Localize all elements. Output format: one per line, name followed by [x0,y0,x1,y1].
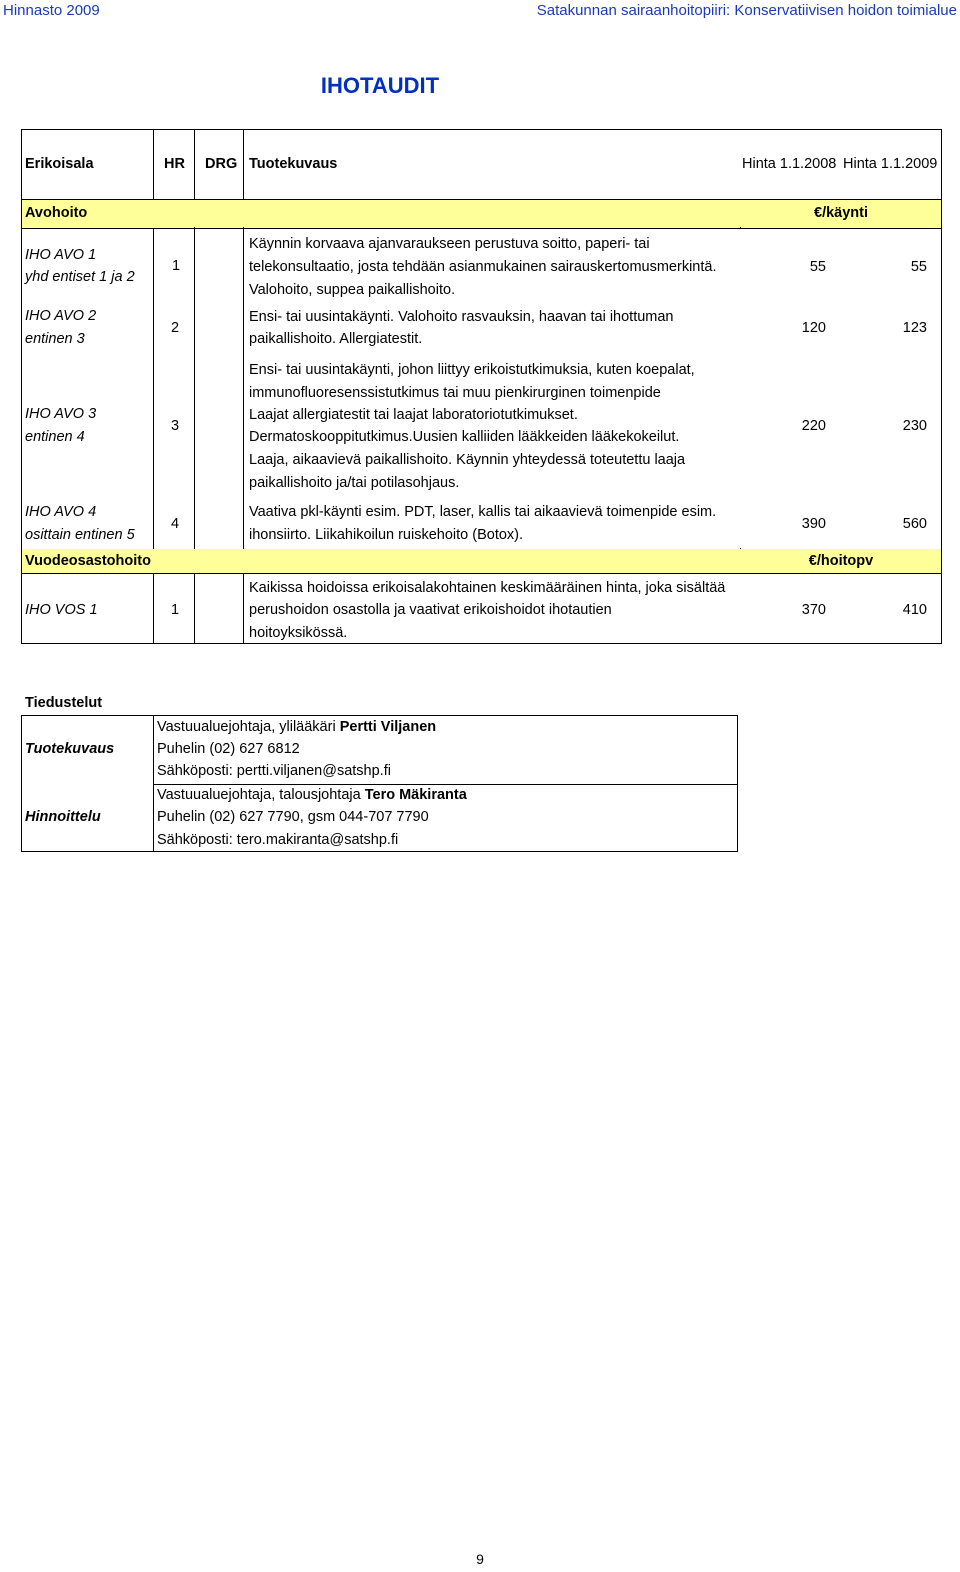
row-price-2009: 560 [902,516,927,532]
row-name-note: yhd entiset 1 ja 2 [25,269,135,285]
row-price-2009: 410 [902,602,927,618]
row-name: IHO VOS 1 [25,602,98,618]
row-desc-line: hoitoyksikössä. [249,625,348,641]
section-divider [21,228,942,229]
contact-role-line [157,716,436,738]
contact-label-tuotekuvaus: Tuotekuvaus [25,741,115,757]
row-desc-line: perushoidon osastolla ja vaativat erikoishoidot ihotautien [249,602,612,618]
row-desc-line: Dermatoskooppitutkimus.Uusien kalliiden lääkkeiden lääkekokeilut. [249,429,680,445]
row-desc-line: Laajat allergiatestit tai laajat laboratoriotutkimukset. [249,407,578,423]
column-header-erikoisala: Erikoisala [25,156,94,172]
row-name-note: entinen 3 [25,331,85,347]
unit-label-hoitopv: €/hoitopv [808,553,874,569]
row-desc-line: Laaja, aikaavievä paikallishoito. Käynnin yhteydessä toteutettu laaja [249,452,686,468]
contact-person: Tero Mäkiranta [364,787,467,803]
column-divider [153,228,154,573]
row-name: IHO AVO 2 [25,308,97,324]
row-price-2009: 123 [902,320,927,336]
row-desc-line: paikallishoito ja/tai potilasohjaus. [249,475,460,491]
row-hr: 3 [171,418,180,434]
row-desc-line: Valohoito, suppea paikallishoito. [249,282,456,298]
row-desc-line: paikallishoito. Allergiatestit. [249,331,423,347]
row-desc-line: immunofluoresenssistutkimus tai muu pienkirurginen toimenpide [249,385,661,401]
column-divider [153,129,154,199]
page-number: 9 [476,1551,484,1567]
column-header-hr: HR [164,156,185,172]
contact-phone: Puhelin (02) 627 7790, gsm 044-707 7790 [157,809,429,825]
column-header-hinta-2009: Hinta 1.1.2009 [843,156,938,172]
column-header-drg: DRG [205,156,238,172]
document-header-left: Hinnasto 2009 [3,2,100,19]
row-desc-line: Ensi- tai uusintakäynti, johon liittyy erikoistutkimuksia, kuten koepalat, [249,362,695,378]
row-name: IHO AVO 3 [25,406,97,422]
row-name-note: entinen 4 [25,429,85,445]
row-price-2008: 120 [801,320,826,336]
row-price-2008: 390 [801,516,826,532]
contact-role: Vastuualuejohtaja, ylilääkäri [157,719,340,735]
row-desc-line: Kaikissa hoidoissa erikoisalakohtainen keskimääräinen hinta, joka sisältää [249,580,726,596]
row-name: IHO AVO 1 [25,247,97,263]
row-hr: 4 [171,516,180,532]
column-divider [153,573,154,644]
contact-phone: Puhelin (02) 627 6812 [157,741,300,757]
row-price-2008: 370 [801,602,826,618]
section-label-vuodeosasto: Vuodeosastohoito [25,553,151,569]
row-price-2009: 230 [902,418,927,434]
row-price-2009: 55 [910,259,927,275]
unit-label-kaynti: €/käynti [814,205,868,221]
contact-label-hinnoittelu: Hinnoittelu [25,809,101,825]
row-desc-line: ihonsiirto. Liikahikoilun ruiskehoito (Botox). [249,527,524,543]
column-header-hinta-2008: Hinta 1.1.2008 [742,156,837,172]
contacts-heading: Tiedustelut [25,695,103,711]
row-price-2008: 220 [801,418,826,434]
row-desc-line: Ensi- tai uusintakäynti. Valohoito rasvauksin, haavan tai ihottuman [249,309,674,325]
row-desc-line: Käynnin korvaava ajanvaraukseen perustuva soitto, paperi- tai [249,236,650,252]
contact-role-line [157,784,467,806]
contact-email[interactable]: Sähköposti: pertti.viljanen@satshp.fi [157,763,391,779]
row-desc-line: telekonsultaatio, josta tehdään asianmukainen sairauskertomusmerkintä. [249,259,717,275]
row-desc-line: Vaativa pkl-käynti esim. PDT, laser, kallis tai aikaavievä toimenpide esim. [249,504,717,520]
row-name: IHO AVO 4 [25,504,97,520]
contact-role: Vastuualuejohtaja, talousjohtaja [157,787,365,803]
contact-email[interactable]: Sähköposti: tero.makiranta@satshp.fi [157,832,399,848]
row-hr: 1 [172,258,181,274]
row-name-note: osittain entinen 5 [25,527,135,543]
section-label-avohoito: Avohoito [25,205,88,221]
document-header-right: Satakunnan sairaanhoitopiiri: Konservatiivisen hoidon toimialue [536,2,957,19]
section-divider [21,573,942,574]
row-hr: 1 [171,602,180,618]
column-header-tuotekuvaus: Tuotekuvaus [249,156,338,172]
row-hr: 2 [171,320,180,336]
page-title: IHOTAUDIT [320,73,440,98]
row-price-2008: 55 [809,259,826,275]
contact-person: Pertti Viljanen [339,719,437,735]
